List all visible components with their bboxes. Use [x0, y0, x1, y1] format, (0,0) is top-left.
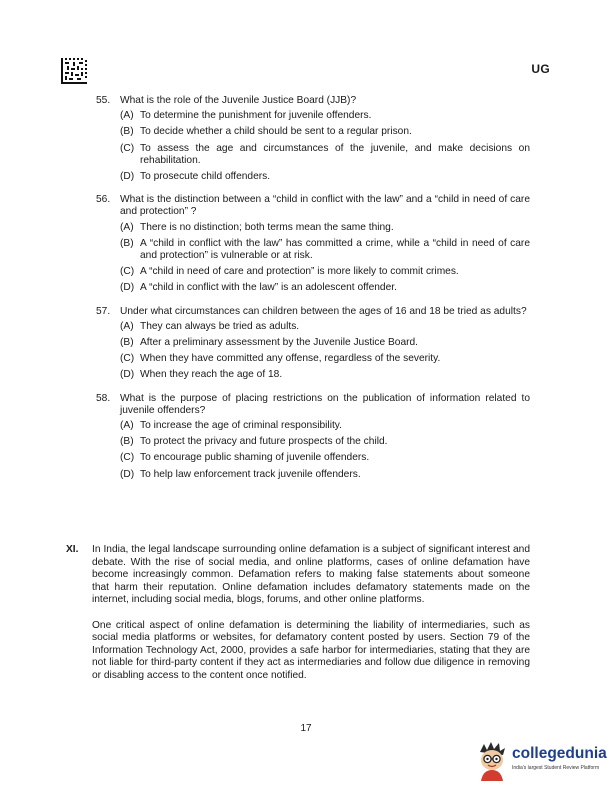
option-d — [120, 171, 530, 183]
page-number: 17 — [300, 723, 312, 734]
option-text: To assess the age and circumstances of the juvenile, and make decisions on rehabilitation. — [140, 142, 530, 166]
option-letter: (D) — [120, 468, 135, 480]
option-text: To decide whether a child should be sent to a regular prison. — [140, 126, 412, 138]
option-text: To prosecute child offenders. — [140, 171, 271, 183]
question-stem — [96, 95, 530, 107]
question-55 — [96, 95, 530, 183]
option-text: To encourage public shaming of juvenile offenders. — [140, 452, 370, 464]
option-a — [120, 110, 530, 122]
section-number: XI. — [66, 544, 79, 555]
option-letter: (C) — [120, 266, 135, 278]
option-text: When they have committed any offense, regardless of the severity. — [140, 353, 441, 365]
question-list — [96, 95, 530, 492]
option-letter: (D) — [120, 282, 135, 294]
option-text: To protect the privacy and future prospects of the child. — [140, 436, 388, 448]
option-text: A “child in conflict with the law” has committed a crime, while a “child in need of care and protection” is vulnerable or at risk. — [140, 237, 530, 262]
option-list — [96, 420, 530, 481]
option-text: To help law enforcement track juvenile offenders. — [140, 468, 361, 480]
paper-code: UG — [531, 62, 550, 76]
option-b — [120, 126, 530, 138]
passage-body — [92, 544, 530, 695]
option-a — [120, 420, 530, 432]
option-letter: (A) — [120, 320, 134, 332]
question-58 — [96, 393, 530, 481]
option-c — [120, 452, 530, 464]
option-letter: (A) — [120, 221, 134, 233]
question-57 — [96, 306, 530, 382]
option-text: They can always be tried as adults. — [140, 320, 300, 332]
option-c — [120, 266, 530, 278]
option-letter: (A) — [120, 420, 134, 432]
brand-tagline: India's largest Student Review Platform — [512, 765, 600, 771]
question-stem — [96, 194, 530, 218]
option-letter: (C) — [120, 142, 135, 154]
option-list — [96, 110, 530, 183]
option-letter: (B) — [120, 126, 134, 138]
option-list — [96, 321, 530, 382]
question-number: 56. — [96, 194, 111, 206]
question-text: Under what circumstances can children between the ages of 16 and 18 be tried as adults? — [120, 305, 527, 317]
option-a — [120, 222, 530, 234]
question-text: What is the purpose of placing restrictions on the publication of information related to juvenile offenders? — [120, 392, 530, 416]
option-d — [120, 469, 530, 481]
question-stem — [96, 306, 530, 318]
passage-paragraph: One critical aspect of online defamation is determining the liability of intermediaries, such as social media platforms or websites, for defamatory content posted by users. Section 79 of the Information Technology Act, 2000, provides a safe harbor for intermediaries, stating that they are not liable for third-party content if they act as intermediaries and follow due diligence in removing or disabling access to the content once notified. — [92, 619, 530, 681]
option-d — [120, 369, 530, 381]
option-letter: (D) — [120, 171, 135, 183]
question-text: What is the distinction between a “child in conflict with the law” and a “child in need of care and protection” ? — [120, 194, 530, 218]
option-letter: (D) — [120, 369, 135, 381]
option-list — [96, 222, 530, 295]
qr-code — [61, 58, 87, 84]
option-c — [120, 353, 530, 365]
option-letter: (B) — [120, 337, 134, 349]
option-text: A “child in conflict with the law” is an adolescent offender. — [140, 282, 397, 294]
option-letter: (B) — [120, 237, 134, 249]
option-b — [120, 337, 530, 349]
option-text: A “child in need of care and protection” is more likely to commit crimes. — [140, 266, 459, 278]
option-letter: (C) — [120, 452, 135, 464]
option-text: To increase the age of criminal responsibility. — [140, 420, 342, 432]
question-number: 55. — [96, 95, 111, 106]
question-stem — [96, 393, 530, 417]
option-letter: (A) — [120, 110, 134, 122]
brand-name: collegedunia — [512, 745, 607, 762]
passage-section — [66, 544, 530, 695]
option-text: To determine the punishment for juvenile offenders. — [140, 110, 372, 122]
option-d — [120, 282, 530, 294]
option-text: There is no distinction; both terms mean the same thing. — [140, 221, 394, 233]
question-number: 58. — [96, 392, 111, 404]
option-text: After a preliminary assessment by the Juvenile Justice Board. — [140, 337, 419, 349]
option-b — [120, 238, 530, 262]
option-b — [120, 436, 530, 448]
passage-paragraph: In India, the legal landscape surrounding online defamation is a subject of significant interest and debate. With the rise of social media, and online platforms, cases of online defamation have become increasingly common. Defamation refers to making false statements about someone that harm their reputation. Online defamation includes defamatory statements made on the internet, including social media, blogs, forums, and other online platforms. — [92, 544, 530, 605]
question-56 — [96, 194, 530, 294]
question-number: 57. — [96, 305, 111, 317]
option-c — [120, 143, 530, 167]
brand-logo — [474, 741, 607, 781]
option-a — [120, 321, 530, 333]
mascot-icon — [474, 741, 510, 781]
question-text: What is the role of the Juvenile Justice Board (JJB)? — [120, 95, 357, 106]
option-text: When they reach the age of 18. — [140, 369, 283, 381]
option-letter: (C) — [120, 353, 135, 365]
option-letter: (B) — [120, 436, 134, 448]
